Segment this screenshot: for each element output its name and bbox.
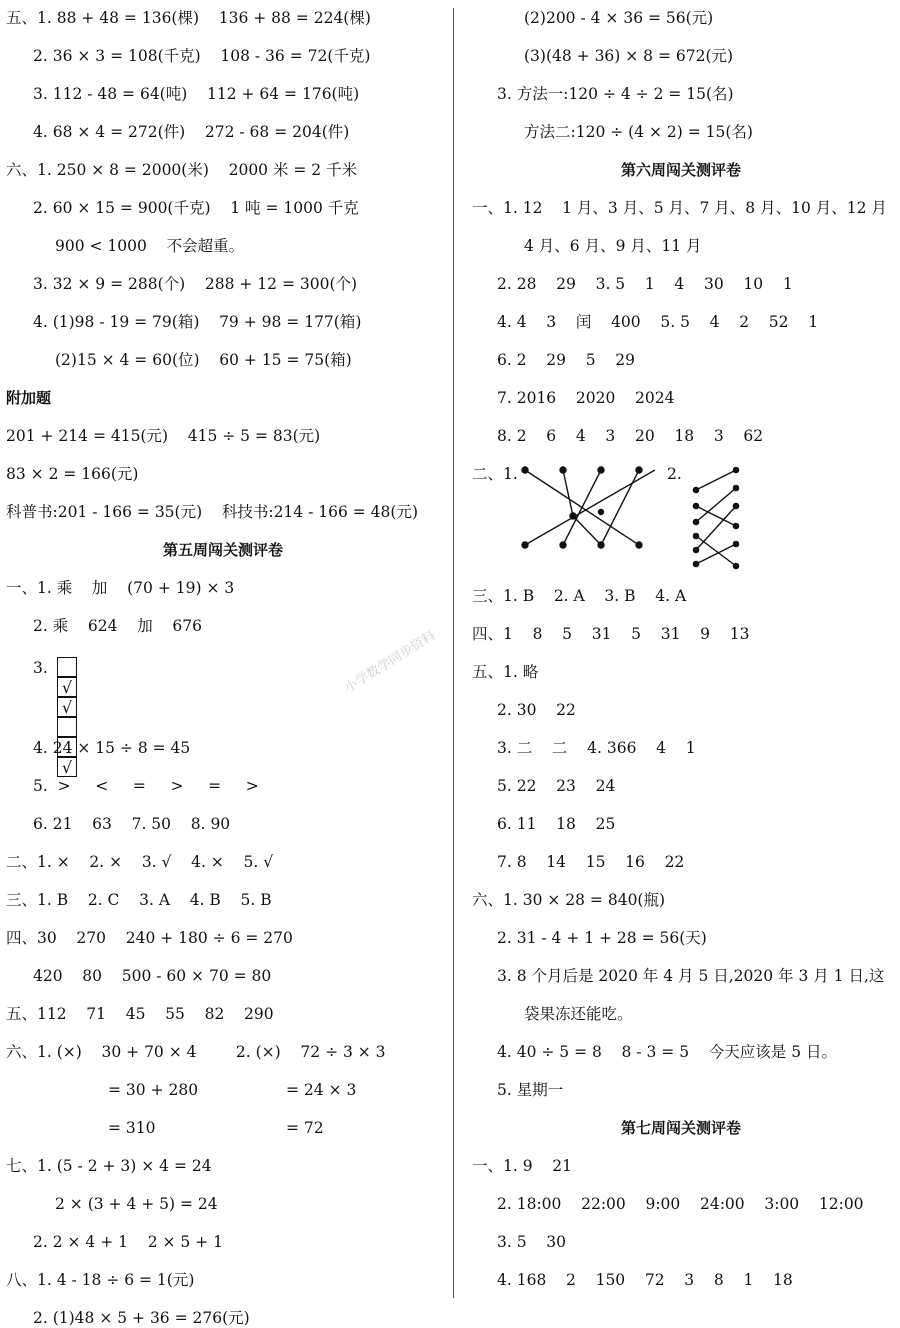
answer-line: 2.	[667, 465, 682, 483]
answer-line: = 310	[108, 1119, 156, 1137]
answer-line: (2)200 - 4 × 36 = 56(元)	[524, 9, 714, 27]
answer-line: = 72	[286, 1119, 324, 1137]
answer-line: 6. 2 29 5 29	[497, 351, 636, 369]
answer-line: 一、1. 乘 加 (70 + 19) × 3	[6, 579, 235, 597]
answer-checkbox	[57, 737, 77, 757]
answer-line: 2. 2 × 4 + 1 2 × 5 + 1	[33, 1233, 223, 1251]
answer-line: 3. 32 × 9 = 288(个) 288 + 12 = 300(个)	[33, 275, 358, 293]
answer-line: 7. 2016 2020 2024	[497, 389, 675, 407]
answer-line: 2. 28 29 3. 5 1 4 30 10 1	[497, 275, 793, 293]
answer-checkbox: √	[57, 677, 77, 697]
answer-line: 五、112 71 45 55 82 290	[6, 1005, 274, 1023]
answer-line: 3. 二 二 4. 366 4 1	[497, 739, 696, 757]
answer-line: 七、1. (5 - 2 + 3) × 4 = 24	[6, 1157, 212, 1175]
answer-line: 420 80 500 - 60 × 70 = 80	[33, 967, 272, 985]
answer-line: 6. 11 18 25	[497, 815, 616, 833]
answer-line: = 24 × 3	[286, 1081, 357, 1099]
answer-line: 六、1. (×) 30 + 70 × 4 2. (×) 72 ÷ 3 × 3	[6, 1043, 386, 1061]
answer-line: 2 × (3 + 4 + 5) = 24	[55, 1195, 218, 1213]
answer-line: (2)15 × 4 = 60(位) 60 + 15 = 75(箱)	[55, 351, 352, 369]
answer-line: 袋果冻还能吃。	[524, 1005, 633, 1023]
answer-checkbox	[57, 657, 77, 677]
answer-line: 科普书:201 - 166 = 35(元) 科技书:214 - 166 = 48(元)	[6, 503, 418, 521]
answer-line: 4. 68 × 4 = 272(件) 272 - 68 = 204(件)	[33, 123, 350, 141]
answer-line: 2. 乘 624 加 676	[33, 617, 203, 635]
answer-line: 四、1 8 5 31 5 31 9 13	[472, 625, 750, 643]
answer-line: 一、1. 12 1 月、3 月、5 月、7 月、8 月、10 月、12 月	[472, 199, 887, 217]
section-heading: 附加题	[6, 389, 52, 407]
answer-line: 2. 18:00 22:00 9:00 24:00 3:00 12:00	[497, 1195, 864, 1213]
answer-line: 201 + 214 = 415(元) 415 ÷ 5 = 83(元)	[6, 427, 321, 445]
answer-line: 三、1. B 2. C 3. A 4. B 5. B	[6, 891, 272, 909]
answer-line: 5. 22 23 24	[497, 777, 616, 795]
answer-line: 四、30 270 240 + 180 ÷ 6 = 270	[6, 929, 293, 947]
answer-line: 2. (1)48 × 5 + 36 = 276(元)	[33, 1309, 250, 1327]
checkbox-row	[33, 658, 73, 777]
answer-line: 5. > < = > = >	[33, 777, 259, 795]
answer-line: 2. 31 - 4 + 1 + 28 = 56(天)	[497, 929, 707, 947]
answer-line: 4. 168 2 150 72 3 8 1 18	[497, 1271, 793, 1289]
answer-line: 八、1. 4 - 18 ÷ 6 = 1(元)	[6, 1271, 195, 1289]
answer-line: 4. (1)98 - 19 = 79(箱) 79 + 98 = 177(箱)	[33, 313, 362, 331]
watermark-text: 小学数学同步资料	[342, 628, 439, 697]
answer-line: 4. 24 × 15 ÷ 8 = 45	[33, 739, 191, 757]
answer-line: 二、1.	[472, 465, 518, 483]
section-heading: 第六周闯关测评卷	[620, 161, 741, 179]
answer-line: 4. 4 3 闰 400 5. 5 4 2 52 1	[497, 313, 819, 331]
answer-line: 6. 21 63 7. 50 8. 90	[33, 815, 231, 833]
answer-checkbox: √	[57, 697, 77, 717]
section-heading: 第五周闯关测评卷	[162, 541, 283, 559]
section-heading: 第七周闯关测评卷	[620, 1119, 741, 1137]
answer-line: 六、1. 250 × 8 = 2000(米) 2000 米 = 2 千米	[6, 161, 358, 179]
answer-line: 4. 40 ÷ 5 = 8 8 - 3 = 5 今天应该是 5 日。	[497, 1043, 837, 1061]
answer-checkbox: √	[57, 757, 77, 777]
matching-diagram-1	[515, 466, 655, 552]
answer-line: 五、1. 88 + 48 = 136(棵) 136 + 88 = 224(棵)	[6, 9, 371, 27]
answer-line: 三、1. B 2. A 3. B 4. A	[472, 587, 687, 605]
answer-line: 3. 112 - 48 = 64(吨) 112 + 64 = 176(吨)	[33, 85, 360, 103]
answer-checkbox	[57, 717, 77, 737]
column-divider	[453, 8, 454, 1298]
answer-line: 2. 60 × 15 = 900(千克) 1 吨 = 1000 千克	[33, 199, 359, 217]
answer-line: 一、1. 9 21	[472, 1157, 573, 1175]
checkbox-row-label: 3.	[33, 659, 48, 677]
answer-line: 2. 36 × 3 = 108(千克) 108 - 36 = 72(千克)	[33, 47, 371, 65]
matching-diagram-2	[688, 466, 744, 574]
answer-line: 六、1. 30 × 28 = 840(瓶)	[472, 891, 666, 909]
answer-line: 83 × 2 = 166(元)	[6, 465, 139, 483]
answer-line: 3. 5 30	[497, 1233, 567, 1251]
answer-line: 3. 8 个月后是 2020 年 4 月 5 日,2020 年 3 月 1 日,这	[497, 967, 885, 985]
answer-line: 2. 30 22	[497, 701, 576, 719]
answer-line: 900 < 1000 不会超重。	[55, 237, 245, 255]
answer-line: 3. 方法一:120 ÷ 4 ÷ 2 = 15(名)	[497, 85, 734, 103]
answer-line: 5. 星期一	[497, 1081, 564, 1099]
answer-line: 8. 2 6 4 3 20 18 3 62	[497, 427, 764, 445]
answer-line: 4 月、6 月、9 月、11 月	[524, 237, 702, 255]
answer-line: 7. 8 14 15 16 22	[497, 853, 685, 871]
answer-line: 二、1. × 2. × 3. √ 4. × 5. √	[6, 853, 274, 871]
answer-line: 五、1. 略	[472, 663, 539, 681]
answer-line: = 30 + 280	[108, 1081, 199, 1099]
answer-line: 方法二:120 ÷ (4 × 2) = 15(名)	[524, 123, 753, 141]
answer-line: (3)(48 + 36) × 8 = 672(元)	[524, 47, 734, 65]
